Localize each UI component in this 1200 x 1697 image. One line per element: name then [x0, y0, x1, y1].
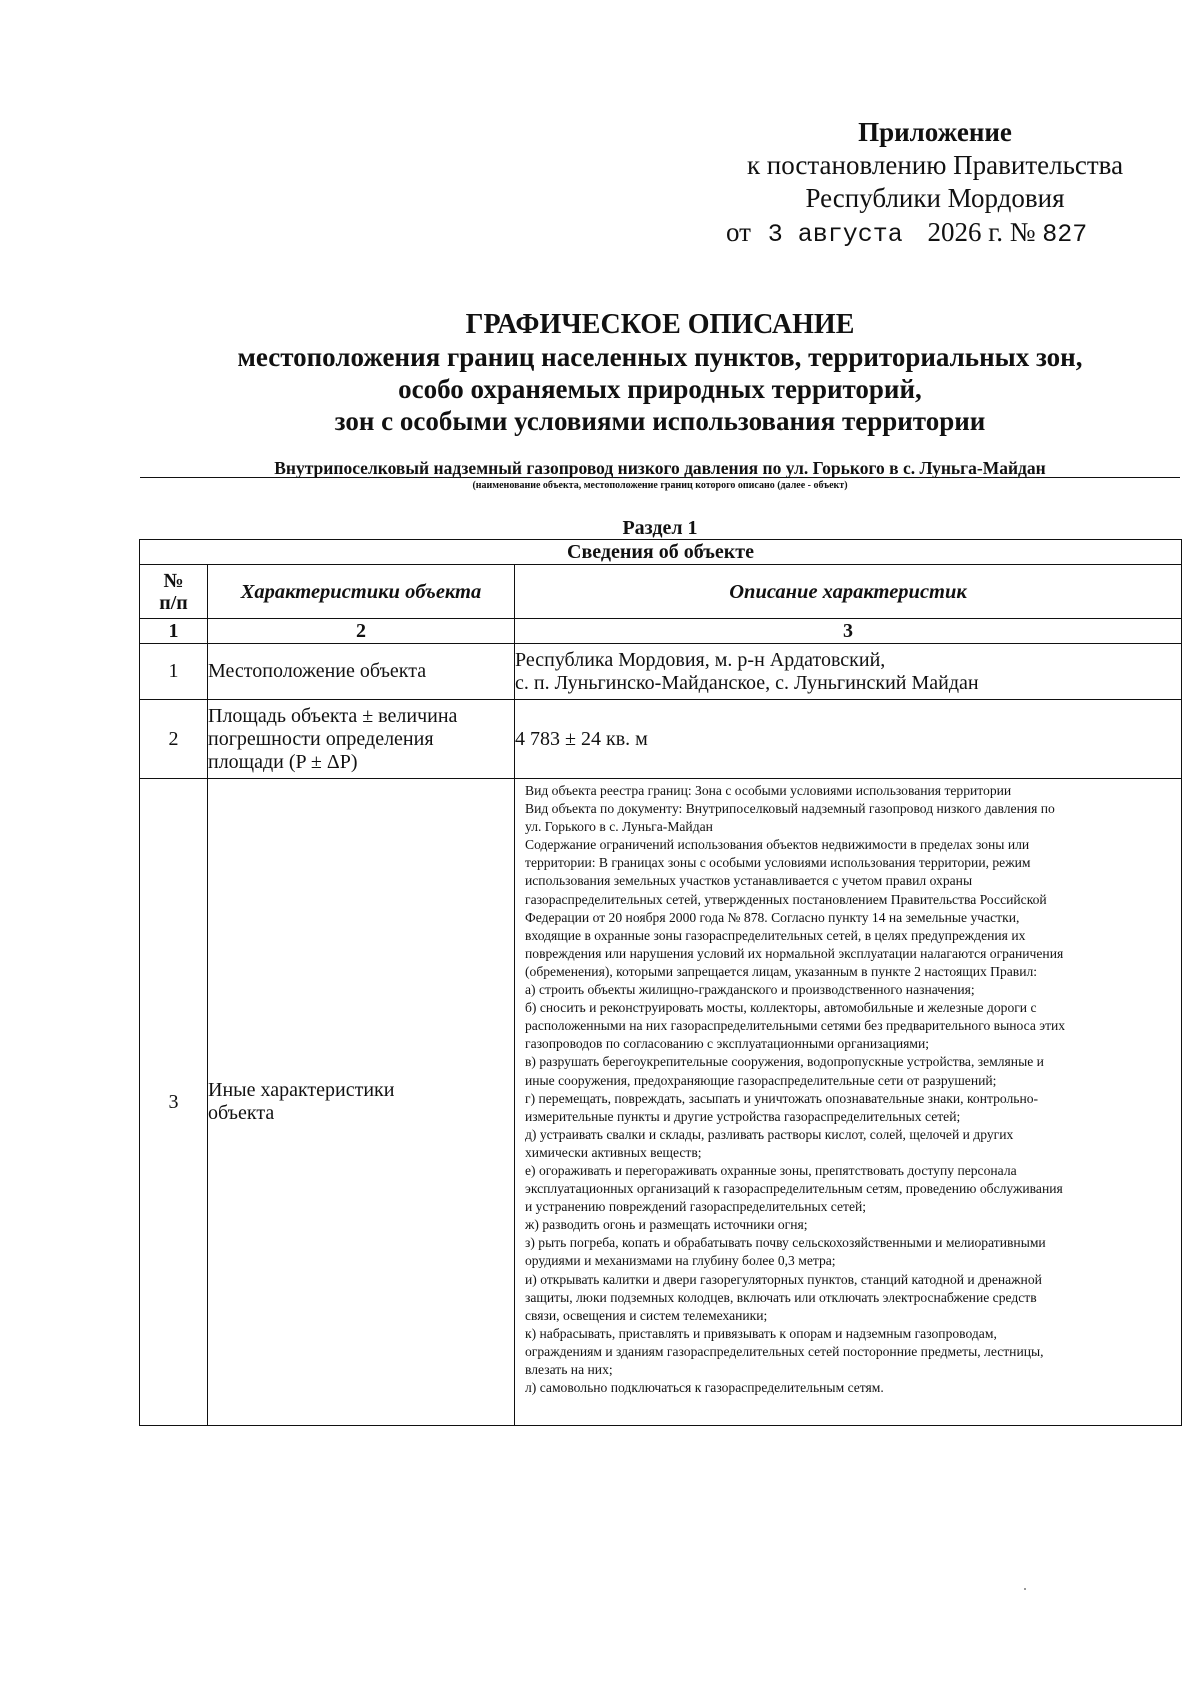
heading-line-2: особо охраняемых природных территорий, [398, 374, 922, 404]
object-info-table [139, 539, 1182, 1426]
row-number: 2 [140, 700, 208, 779]
description-line: (обременения), которыми запрещается лицам, указанным в пункте 2 настоящих Правил: [525, 963, 1038, 979]
description-line: влезать на них; [525, 1362, 613, 1377]
description-line: и) открывать калитки и двери газорегуляторных пунктов, станций катодной и дренажной [525, 1271, 1042, 1287]
description-line: расположенными на них газораспределительными сетями без предварительного выноса этих [525, 1018, 1066, 1034]
description-line: Республика Мордовия, м. р-н Ардатовский, [515, 648, 886, 671]
date-year: 2026 г. № [927, 217, 1036, 247]
appendix-date-line [726, 216, 1166, 251]
description-line: территории: В границах зоны с особыми условиями использования территории, режим [525, 855, 1031, 871]
object-name: Внутрипоселковый надземный газопровод низкого давления по ул. Горького в с. Луньга-Майдан [274, 458, 1046, 478]
description-line: газопроводов по согласованию с эксплуатационными организациями; [525, 1036, 930, 1052]
header-number-abbr: п/п [159, 591, 188, 614]
description-line: б) сносить и реконструировать мосты, коллекторы, автомобильные и железные дороги с [525, 1000, 1037, 1016]
description-line: входящие в охранные зоны газораспределительных сетей, в целях предупреждения их [525, 927, 1026, 943]
decree-number: 827 [1042, 220, 1088, 249]
heading-line-1: местоположения границ населенных пунктов, территориальных зон, [237, 342, 1083, 372]
description-line: орудиями и механизмами на глубину более 0,3 метра; [525, 1253, 836, 1269]
description-line: ограждениям и зданиям газораспределительных сетей посторонние предметы, лестницы, [525, 1343, 1044, 1359]
description-line: повреждения или нарушения условий их нормальной эксплуатации налагаются ограничения [525, 945, 1064, 961]
date-day-month: 3 августа [767, 220, 903, 249]
characteristic-line: площади (P ± ΔP) [208, 750, 358, 773]
section-title: Раздел 1 [622, 517, 698, 539]
description-line: ул. Горького в с. Луньга-Майдан [525, 819, 713, 835]
object-name-underline [140, 477, 1180, 478]
description-line: иные сооружения, предохраняющие газораспределительные сети от разрушений; [525, 1072, 997, 1088]
description-line: газораспределительных сетей, утвержденных постановлением Правительства Российской [525, 891, 1047, 907]
row-description [515, 779, 1182, 1426]
description-line: д) устраивать свалки и склады, разливать растворы кислот, солей, щелочей и других [525, 1126, 1014, 1142]
row-description: 4 783 ± 24 кв. м [515, 700, 1182, 779]
description-line: з) рыть погреба, копать и обрабатывать почву сельскохозяйственными и мелиоративными [525, 1235, 1046, 1251]
table-row [140, 779, 1182, 1426]
row-number: 1 [140, 644, 208, 700]
index-cell: 2 [208, 619, 515, 644]
table-header-row [140, 565, 1182, 619]
description-line: а) строить объекты жилищно-гражданского и производственного назначения; [525, 982, 975, 998]
table-caption: Сведения об объекте [140, 540, 1182, 565]
description-line: защиты, люки подземных колодцев, включать или отключать электроснабжение средств [525, 1289, 1037, 1305]
date-prefix: от [726, 217, 751, 247]
document-title: ГРАФИЧЕСКОЕ ОПИСАНИЕ [465, 309, 855, 340]
table-row [140, 700, 1182, 779]
appendix-line-1: к постановлению Правительства [746, 150, 1124, 180]
characteristic-line: объекта [208, 1102, 275, 1124]
description-line: измерительные пункты и другие устройства газораспределительных сетей; [525, 1108, 961, 1124]
index-cell: 1 [140, 619, 208, 644]
header-description: Описание характеристик [515, 565, 1182, 619]
row-characteristic [208, 779, 515, 1426]
description-line: Вид объекта реестра границ: Зона с особыми условиями использования территории [525, 783, 1012, 798]
description-line: в) разрушать берегоукрепительные сооружения, водопропускные устройства, земляные и [525, 1054, 1044, 1070]
header-number-sign: № [163, 569, 184, 592]
description-line: химически активных веществ; [525, 1144, 702, 1160]
characteristic-line: Иные характеристики [208, 1079, 395, 1101]
description-line: Содержание ограничений использования объектов недвижимости в пределах зоны или [525, 837, 1030, 853]
description-line: Федерации от 20 ноября 2000 года № 878. Согласно пункту 14 на земельные участки, [525, 909, 1020, 925]
object-name-caption: (наименование объекта, местоположение границ которого описано (далее - объект) [472, 480, 848, 491]
header-number [140, 565, 208, 619]
heading-line-3: зон с особыми условиями использования территории [334, 406, 986, 436]
characteristic-line: Площадь объекта ± величина [208, 704, 458, 727]
appendix-block [700, 116, 1170, 249]
description-line: е) огораживать и перегораживать охранные зоны, препятствовать доступу персонала [525, 1162, 1017, 1178]
description-line: и устранению повреждений газораспределительных сетей; [525, 1199, 867, 1215]
description-line: эксплуатационных организаций к газораспределительным сетям, проведению обслуживания [525, 1181, 1063, 1197]
description-line: связи, освещения и систем телемеханики; [525, 1307, 768, 1323]
description-line: ж) разводить огонь и размещать источники огня; [525, 1217, 808, 1233]
table-row [140, 644, 1182, 700]
header-characteristics: Характеристики объекта [208, 565, 515, 619]
table-index-row [140, 619, 1182, 644]
row-characteristic: Местоположение объекта [208, 644, 515, 700]
appendix-title: Приложение [858, 117, 1012, 147]
description-line: к) набрасывать, приставлять и привязывать к опорам и надземным газопроводам, [525, 1325, 997, 1341]
index-cell: 3 [515, 619, 1182, 644]
appendix-line-2: Республики Мордовия [805, 183, 1065, 213]
description-line: л) самовольно подключаться к газораспределительным сетям. [525, 1380, 884, 1396]
description-line: Вид объекта по документу: Внутрипоселковый надземный газопровод низкого давления по [525, 801, 1055, 817]
scan-speck [1024, 1588, 1026, 1590]
row-number: 3 [140, 779, 208, 1426]
description-line: с. п. Луньгинско-Майданское, с. Луньгинский Майдан [515, 671, 979, 694]
characteristic-line: погрешности определения [208, 727, 434, 750]
description-line: г) перемещать, повреждать, засыпать и уничтожать опознавательные знаки, контрольно- [525, 1090, 1039, 1106]
row-characteristic [208, 700, 515, 779]
document-heading [140, 309, 1180, 437]
row-description [515, 644, 1182, 700]
description-line: использования земельных участков устанавливается с учетом правил охраны [525, 873, 973, 889]
